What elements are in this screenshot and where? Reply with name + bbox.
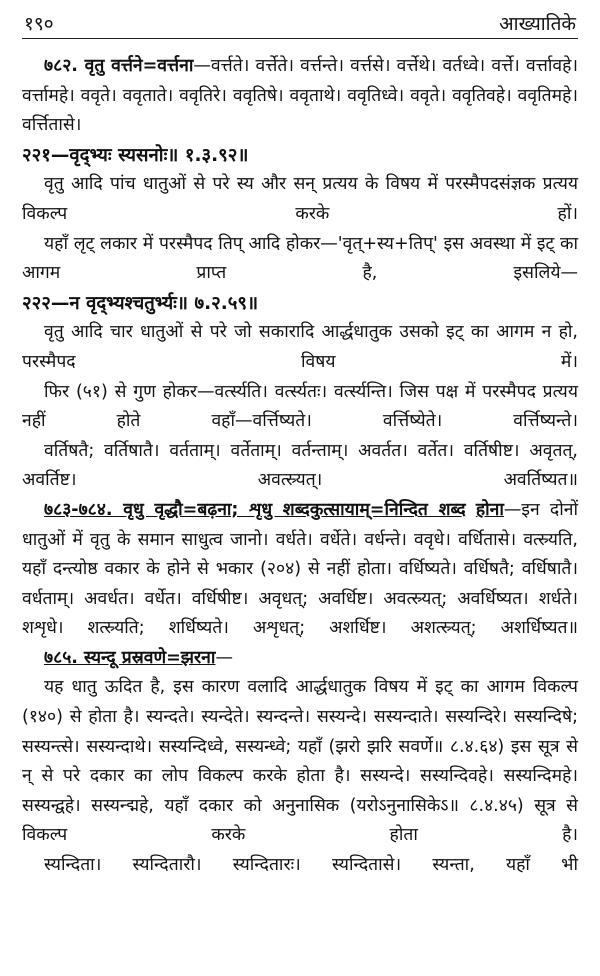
- sutra-221-explanation: वृतु आदि पांच धातुओं से परे स्य और सन् प्रत्यय के विषय में परस्मैपदसंज्ञक प्रत्यय विकल्प करके हों।: [22, 174, 578, 224]
- entry-785-dash: —: [215, 647, 233, 668]
- running-head: आख्यातिके: [499, 13, 576, 35]
- entry-783-784: [22, 496, 578, 644]
- sutra-221: २२१—वृद्भ्यः स्यसनोः॥ १.३.९२॥: [22, 144, 249, 166]
- sutra-222: २२२—न वृद्भ्यश्चतुर्भ्यः॥ ७.२.५९॥: [22, 292, 259, 314]
- page-header: [0, 0, 600, 46]
- entry-783-label: ७८३-७८४. वृधु वृद्धौ=बढ़ना; शृधु शब्दकुत्सायाम्=निन्दित शब्द: [44, 499, 466, 520]
- entry-782-label: ७८२. वृतु वर्त्तने=वर्त्तना: [44, 56, 194, 76]
- page-body: [22, 52, 578, 881]
- entry-783-text: —इन दोनों धातुओं में वृतु के समान साधुत्व जानो। वर्धते। वर्धेते। वर्धन्ते। ववृधे। वर्धितासे। वत्स्र्यति, यहाँ दन्त्योष्ठ वकार के होने से भकार (२०४) से नहीं होता। वर्धिष्यते। वर्धिषतै; वर्धिषातै। वर्धताम्। अवर्धत। वर्धेत। वर्धिषीष्ट। अवृधत्; अवर्धिष्ट। अवत्स्र्यत्; अवर्धिष्यत। शर्धते। शशृधे। शत्स्र्यति; शर्धिष्यते। अशृधत्; अशर्धिष्ट। अशत्स्र्यत्; अशर्धिष्यत॥: [22, 499, 578, 639]
- entry-785: [22, 644, 578, 674]
- sutra-222-explanation: वृतु आदि चार धातुओं से परे जो सकारादि आर्द्धधातुक उसको इट् का आगम न हो, परस्मैपद विषय में।: [22, 322, 578, 372]
- entry-782-text: —वर्त्तते। वर्त्तेते। वर्त्तन्ते। वर्त्तसे। वर्त्तेथे। वर्तध्वे। वर्त्ते। वर्त्तावहे। वर्त्तामहे। ववृते। ववृताते। ववृतिरे। ववृतिषे। ववृताथे। ववृतिध्वे। ववृते। ववृतिवहे। ववृतिमहे। वर्त्तितासे।: [22, 56, 579, 136]
- entry-782: [22, 52, 578, 141]
- header-rule: [22, 38, 578, 39]
- page-number: १९०: [24, 13, 54, 35]
- entry-783-label-cont: होना: [475, 499, 504, 520]
- entry-785-explanation: यह धातु ऊदित है, इस कारण वलादि आर्द्धधातुक विषय में इट् का आगम विकल्प (१४०) से होता है। स्यन्दते। स्यन्देते। स्यन्दन्ते। सस्यन्दे। सस्यन्दाते। सस्यन्दिरे। सस्यन्दिषे; सस्यन्त्से। सस्यन्दाथे। सस्यन्दिध्वे, सस्यन्ध्वे; यहाँ (झरो झरि सवर्णे॥ ८.४.६४) इस सूत्र से न् से परे दकार का लोप विकल्प करके होता है। सस्यन्दे। सस्यन्दिवहे। सस्यन्दिमहे। सस्यन्द्वहे। सस्यन्द्महे, यहाँ दकार को अनुनासिक (यरोऽनुनासिकेऽ॥ ८.४.४५) सूत्र से विकल्प करके होता है।: [22, 677, 578, 846]
- sutra-222-forms: फिर (५१) से गुण होकर—वर्त्स्यति। वर्त्स्यतः। वर्त्स्यन्ति। जिस पक्ष में परस्मैपद प्रत्यय नहीं होते वहाँ—वर्त्तिष्यते। वर्त्तिष्येते। वर्त्तिष्यन्ते।: [22, 381, 578, 432]
- sutra-221-note: यहाँ लृट् लकार में परस्मैपद तिप् आदि होकर—'वृत्+स्य+तिप्' इस अवस्था में इट् का आगम प्राप्त है, इसलिये—: [22, 233, 578, 284]
- sutra-222-forms-2: वर्तिषतै; वर्तिषातै। वर्तताम्। वर्तेताम्। वर्तन्ताम्। अवर्तत। वर्तेत। वर्तिषीष्ट। अवृतत्, अवर्तिष्ट। अवत्स्र्यत्। अवर्तिष्यत॥: [22, 440, 578, 491]
- entry-785-label: ७८५. स्यन्दू प्रस्रवणे=झरना: [44, 647, 216, 668]
- entry-785-forms: स्यन्दिता। स्यन्दितारौ। स्यन्दितारः। स्यन्दितासे। स्यन्ता, यहाँ भी: [44, 855, 578, 876]
